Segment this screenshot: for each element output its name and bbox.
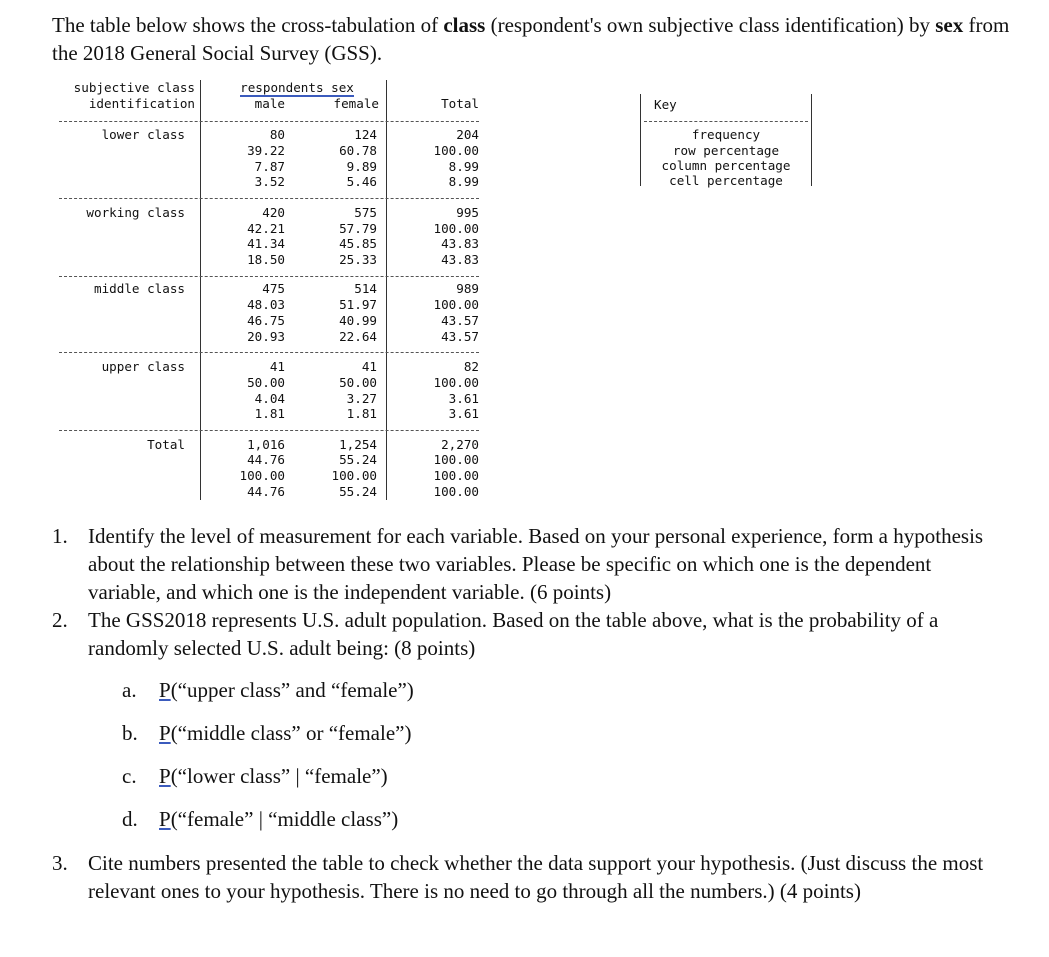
crosstab-table <box>59 80 489 500</box>
intro-text-2: (respondent's own subjective class identification) by <box>485 13 936 37</box>
question-1-text: Identify the level of measurement for each variable. Based on your personal experience, form a hypothesis about the relationship between these two variables. Please be specific on which one is the dependent variable, and which one is the independent variable. (6 points) <box>88 524 984 604</box>
separator-3 <box>59 352 479 353</box>
intro-bold-sex: sex <box>935 13 964 37</box>
cell: 1.81 <box>346 406 377 421</box>
question-1 <box>52 522 1002 606</box>
cell: 100.00 <box>433 297 479 312</box>
cell: 18.50 <box>247 252 285 267</box>
intro-text-1: The table below shows the cross-tabulation of <box>52 13 444 37</box>
prob-symbol: P <box>159 764 171 788</box>
row-label-upper-class: upper class <box>101 359 185 374</box>
cell: 1.81 <box>254 406 285 421</box>
cell: 100.00 <box>433 484 479 499</box>
cell: 1,016 <box>247 437 285 452</box>
key-separator <box>644 121 808 122</box>
subquestion-c <box>52 762 1002 790</box>
cell: 48.03 <box>247 297 285 312</box>
cell: 100.00 <box>433 452 479 467</box>
cell: 50.00 <box>339 375 377 390</box>
key-item-column-percentage: column percentage <box>661 158 791 173</box>
cell: 8.99 <box>448 159 479 174</box>
cell: 43.83 <box>441 252 479 267</box>
cell: 7.87 <box>254 159 285 174</box>
intro-paragraph <box>52 11 1012 67</box>
row-label-divider <box>200 80 201 500</box>
col-group-header: respondents sex <box>240 80 354 95</box>
question-1-number: 1. <box>52 524 68 548</box>
separator-header <box>59 121 479 122</box>
cell: 41 <box>269 359 285 374</box>
cell: 100.00 <box>433 143 479 158</box>
question-3-text: Cite numbers presented the table to check whether the data support your hypothesis. (Just discuss the most relevant ones to your hypothesis. There is no need to go through all the numbers.) (4 points) <box>88 851 984 903</box>
cell: 60.78 <box>339 143 377 158</box>
question-3 <box>52 849 1002 905</box>
subquestion-c-letter: c. <box>122 764 137 788</box>
subquestion-c-text: (“lower class” | “female”) <box>170 764 388 788</box>
cell: 3.27 <box>346 391 377 406</box>
key-right-border <box>811 94 812 186</box>
cell: 43.57 <box>441 329 479 344</box>
intro-bold-class: class <box>443 13 486 37</box>
cell: 995 <box>456 205 479 220</box>
key-box <box>640 94 812 186</box>
cell: 25.33 <box>339 252 377 267</box>
cell: 3.61 <box>448 391 479 406</box>
col-header-total: Total <box>441 96 479 111</box>
row-header-2: identification <box>88 96 195 111</box>
cell: 204 <box>456 127 479 142</box>
cell: 55.24 <box>339 484 377 499</box>
cell: 100.00 <box>433 221 479 236</box>
cell: 5.46 <box>346 174 377 189</box>
subquestion-d <box>52 805 1002 833</box>
cell: 40.99 <box>339 313 377 328</box>
cell: 51.97 <box>339 297 377 312</box>
col-header-male: male <box>254 96 285 111</box>
cell: 20.93 <box>247 329 285 344</box>
cell: 4.04 <box>254 391 285 406</box>
cell: 3.52 <box>254 174 285 189</box>
cell: 3.61 <box>448 406 479 421</box>
row-label-lower-class: lower class <box>101 127 185 142</box>
cell: 45.85 <box>339 236 377 251</box>
separator-2 <box>59 276 479 277</box>
cell: 43.83 <box>441 236 479 251</box>
subquestion-b <box>52 719 1002 747</box>
question-2 <box>52 606 1002 662</box>
cell: 475 <box>262 281 285 296</box>
cell: 39.22 <box>247 143 285 158</box>
cell: 514 <box>354 281 377 296</box>
subquestion-d-letter: d. <box>122 807 138 831</box>
cell: 80 <box>269 127 285 142</box>
cell: 100.00 <box>433 468 479 483</box>
cell: 8.99 <box>448 174 479 189</box>
key-item-frequency: frequency <box>691 127 761 142</box>
cell: 9.89 <box>346 159 377 174</box>
row-label-working-class: working class <box>86 205 185 220</box>
subquestion-d-text: (“female” | “middle class”) <box>170 807 399 831</box>
question-2-text: The GSS2018 represents U.S. adult population. Based on the table above, what is the probability of a randomly selected U.S. adult being: (8 points) <box>88 608 939 660</box>
cell: 41.34 <box>247 236 285 251</box>
row-label-total: Total <box>147 437 185 452</box>
row-label-middle-class: middle class <box>94 281 185 296</box>
cell: 42.21 <box>247 221 285 236</box>
key-item-cell-percentage: cell percentage <box>669 173 783 188</box>
key-left-border <box>640 94 641 186</box>
cell: 55.24 <box>339 452 377 467</box>
prob-symbol: P <box>159 678 171 702</box>
questions-list <box>52 522 1002 905</box>
cell: 989 <box>456 281 479 296</box>
prob-symbol: P <box>159 721 171 745</box>
cell: 2,270 <box>441 437 479 452</box>
total-divider <box>386 80 387 500</box>
subquestion-b-letter: b. <box>122 721 138 745</box>
cell: 44.76 <box>247 452 285 467</box>
separator-4 <box>59 430 479 431</box>
question-3-number: 3. <box>52 851 68 875</box>
cell: 1,254 <box>339 437 377 452</box>
cell: 41 <box>361 359 377 374</box>
question-2-number: 2. <box>52 608 68 632</box>
cell: 57.79 <box>339 221 377 236</box>
cell: 82 <box>463 359 479 374</box>
subquestion-b-text: (“middle class” or “female”) <box>170 721 412 745</box>
cell: 50.00 <box>247 375 285 390</box>
cell: 43.57 <box>441 313 479 328</box>
subquestion-a-text: (“upper class” and “female”) <box>170 678 414 702</box>
cell: 100.00 <box>433 375 479 390</box>
col-header-female: female <box>333 96 379 111</box>
key-item-row-percentage: row percentage <box>672 143 780 158</box>
cell: 22.64 <box>339 329 377 344</box>
cell: 100.00 <box>239 468 285 483</box>
separator-1 <box>59 198 479 199</box>
key-title: Key <box>654 97 677 112</box>
cell: 46.75 <box>247 313 285 328</box>
cell: 420 <box>262 205 285 220</box>
cell: 100.00 <box>331 468 377 483</box>
row-header-1: subjective class <box>73 80 195 95</box>
cell: 44.76 <box>247 484 285 499</box>
prob-symbol: P <box>159 807 171 831</box>
cell: 124 <box>354 127 377 142</box>
subquestion-a <box>52 676 1002 704</box>
subquestion-a-letter: a. <box>122 678 137 702</box>
intro-text-3: from the 2018 General Social Survey (GSS). <box>52 13 1010 65</box>
cell: 575 <box>354 205 377 220</box>
